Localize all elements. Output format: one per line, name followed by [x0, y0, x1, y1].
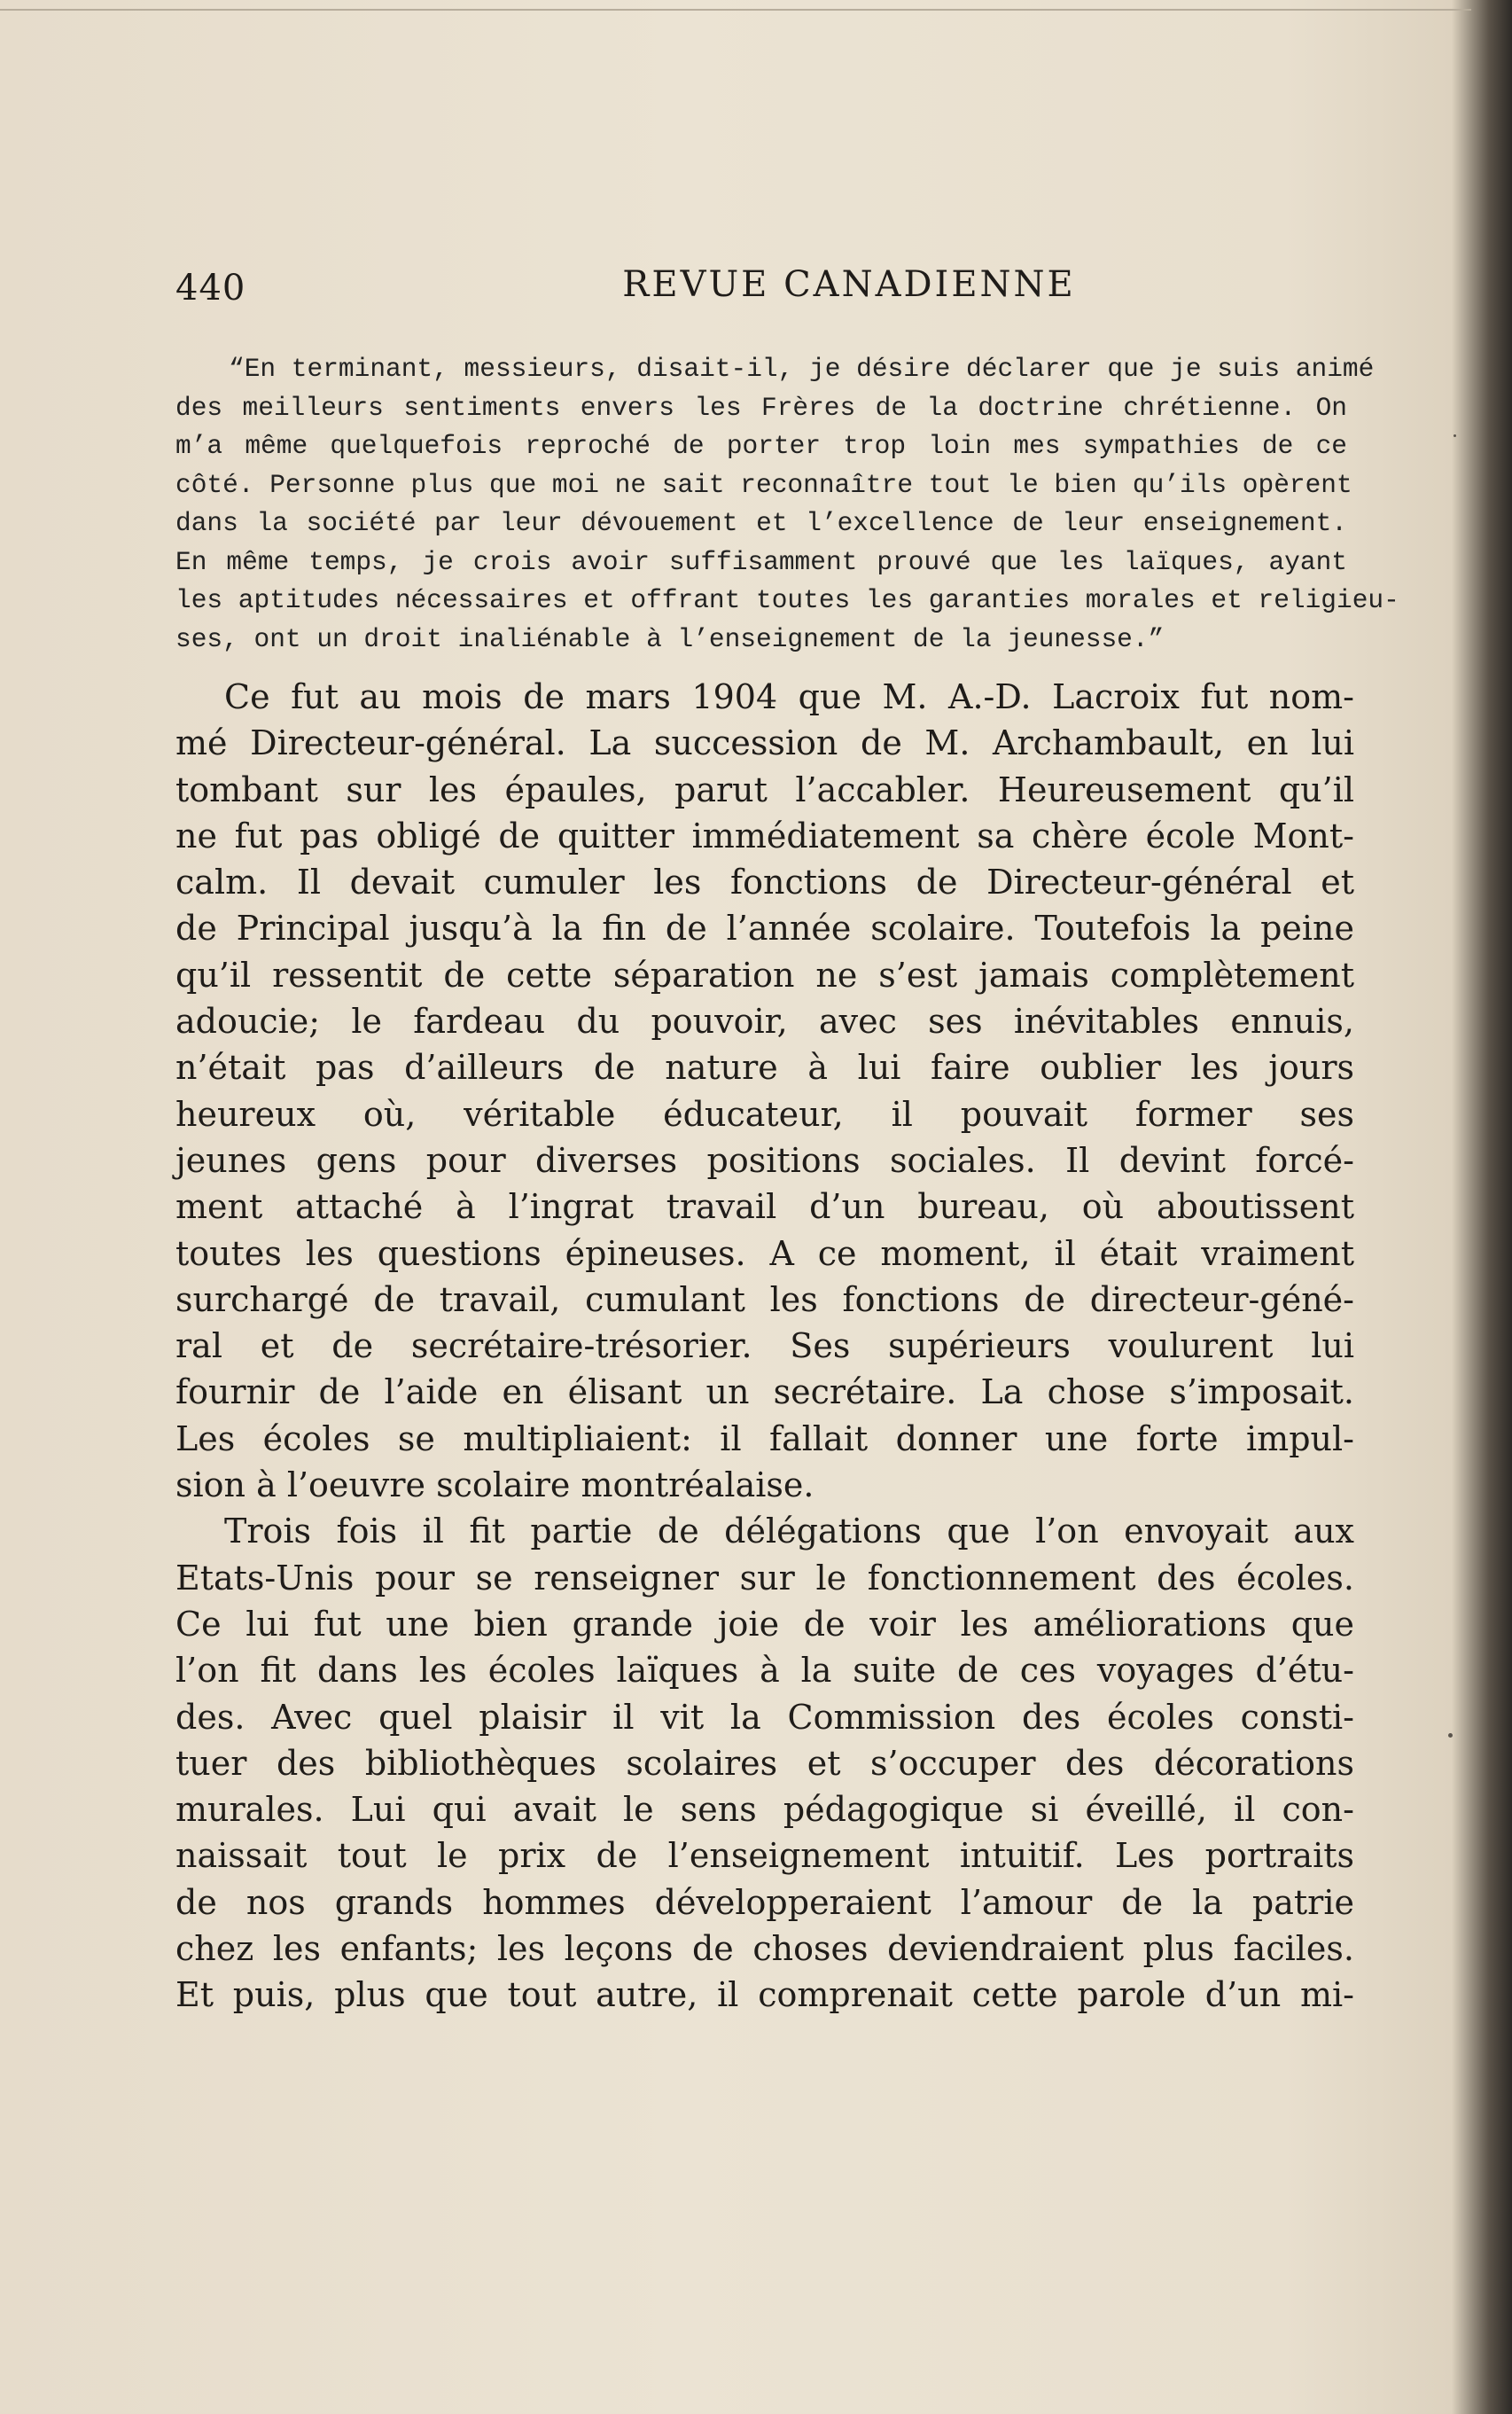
text-line: mé Directeur-général. La succession de M. Archambault, en lui [175, 723, 1354, 763]
text-line: Les écoles se multipliaient: il fallait donner une forte impul- [175, 1418, 1354, 1458]
page-header [175, 264, 1363, 317]
text-line: Ce lui fut une bien grande joie de voir les améliorations que [175, 1604, 1354, 1644]
quote-line: ses, ont un droit inaliénable à l’enseignement de la jeunesse.” [175, 623, 1165, 654]
text-line: l’on fit dans les écoles laïques à la suite de ces voyages d’étu- [175, 1651, 1354, 1691]
paragraph-1 [175, 674, 1354, 1508]
text-line: ral et de secrétaire-trésorier. Ses supérieurs voulurent lui [175, 1326, 1354, 1366]
quote-line: les aptitudes nécessaires et offrant toutes les garanties morales et religieu- [175, 585, 1399, 615]
text-line: jeunes gens pour diverses positions sociales. Il devint forcé- [175, 1140, 1354, 1180]
top-edge-line [0, 9, 1471, 11]
text-line: murales. Lui qui avait le sens pédagogique si éveillé, il con- [175, 1790, 1354, 1830]
text-line: naissait tout le prix de l’enseignement intuitif. Les portraits [175, 1836, 1354, 1876]
text-line: heureux où, véritable éducateur, il pouvait former ses [175, 1094, 1354, 1134]
text-line: ne fut pas obligé de quitter immédiatement sa chère école Mont- [175, 816, 1354, 855]
paragraph-2 [175, 1508, 1354, 2018]
text-line: adoucie; le fardeau du pouvoir, avec ses inévitables ennuis, [175, 1002, 1354, 1042]
text-line: de Principal jusqu’à la fin de l’année scolaire. Toutefois la peine [175, 909, 1354, 949]
paper-speck [1448, 1733, 1453, 1738]
text-line: Trois fois il fit partie de délégations que l’on envoyait aux [224, 1512, 1354, 1551]
body-text [175, 674, 1354, 2019]
text-line: Et puis, plus que tout autre, il comprenait cette parole d’un mi- [175, 1975, 1354, 2015]
quote-line: En même temps, je crois avoir suffisamment prouvé que les laïques, ayant [175, 546, 1347, 577]
quote-line: dans la société par leur dévouement et l’excellence de leur enseignement. [175, 508, 1347, 538]
quote-line: “En terminant, messieurs, disait-il, je désire déclarer que je suis animé [229, 354, 1375, 384]
text-line: toutes les questions épineuses. A ce moment, il était vraiment [175, 1233, 1354, 1273]
text-line: surchargé de travail, cumulant les fonctions de directeur-géné- [175, 1279, 1354, 1319]
page-number: 440 [175, 268, 246, 309]
text-line: tuer des bibliothèques scolaires et s’occuper des décorations [175, 1743, 1354, 1783]
text-line: fournir de l’aide en élisant un secrétaire. La chose s’imposait. [175, 1372, 1354, 1412]
text-line: calm. Il devait cumuler les fonctions de Directeur-général et [175, 863, 1354, 902]
quote-line: m’a même quelquefois reproché de porter trop loin mes sympathies de ce [175, 431, 1347, 461]
text-line: ment attaché à l’ingrat travail d’un bureau, où aboutissent [175, 1187, 1354, 1227]
paper-speck [1454, 434, 1456, 437]
running-title: REVUE CANADIENNE [622, 264, 1076, 305]
quote-line: des meilleurs sentiments envers les Frères de la doctrine chrétienne. On [175, 392, 1347, 423]
text-line: des. Avec quel plaisir il vit la Commission des écoles consti- [175, 1697, 1354, 1737]
text-line: de nos grands hommes développeraient l’amour de la patrie [175, 1882, 1354, 1922]
text-line: Etats-Unis pour se renseigner sur le fonctionnement des écoles. [175, 1558, 1354, 1598]
quote-line: côté. Personne plus que moi ne sait reconnaître tout le bien qu’ils opèrent [175, 469, 1352, 500]
text-line: chez les enfants; les leçons de choses deviendraient plus faciles. [175, 1929, 1354, 1969]
text-line: qu’il ressentit de cette séparation ne s’est jamais complètement [175, 955, 1354, 995]
text-line: Ce fut au mois de mars 1904 que M. A.-D. Lacroix fut nom- [224, 677, 1354, 716]
text-line: n’était pas d’ailleurs de nature à lui faire oublier les jours [175, 1048, 1354, 1088]
text-line: tombant sur les épaules, parut l’accabler. Heureusement qu’il [175, 770, 1354, 809]
text-line: sion à l’oeuvre scolaire montréalaise. [175, 1465, 814, 1505]
quoted-speech [175, 350, 1399, 659]
